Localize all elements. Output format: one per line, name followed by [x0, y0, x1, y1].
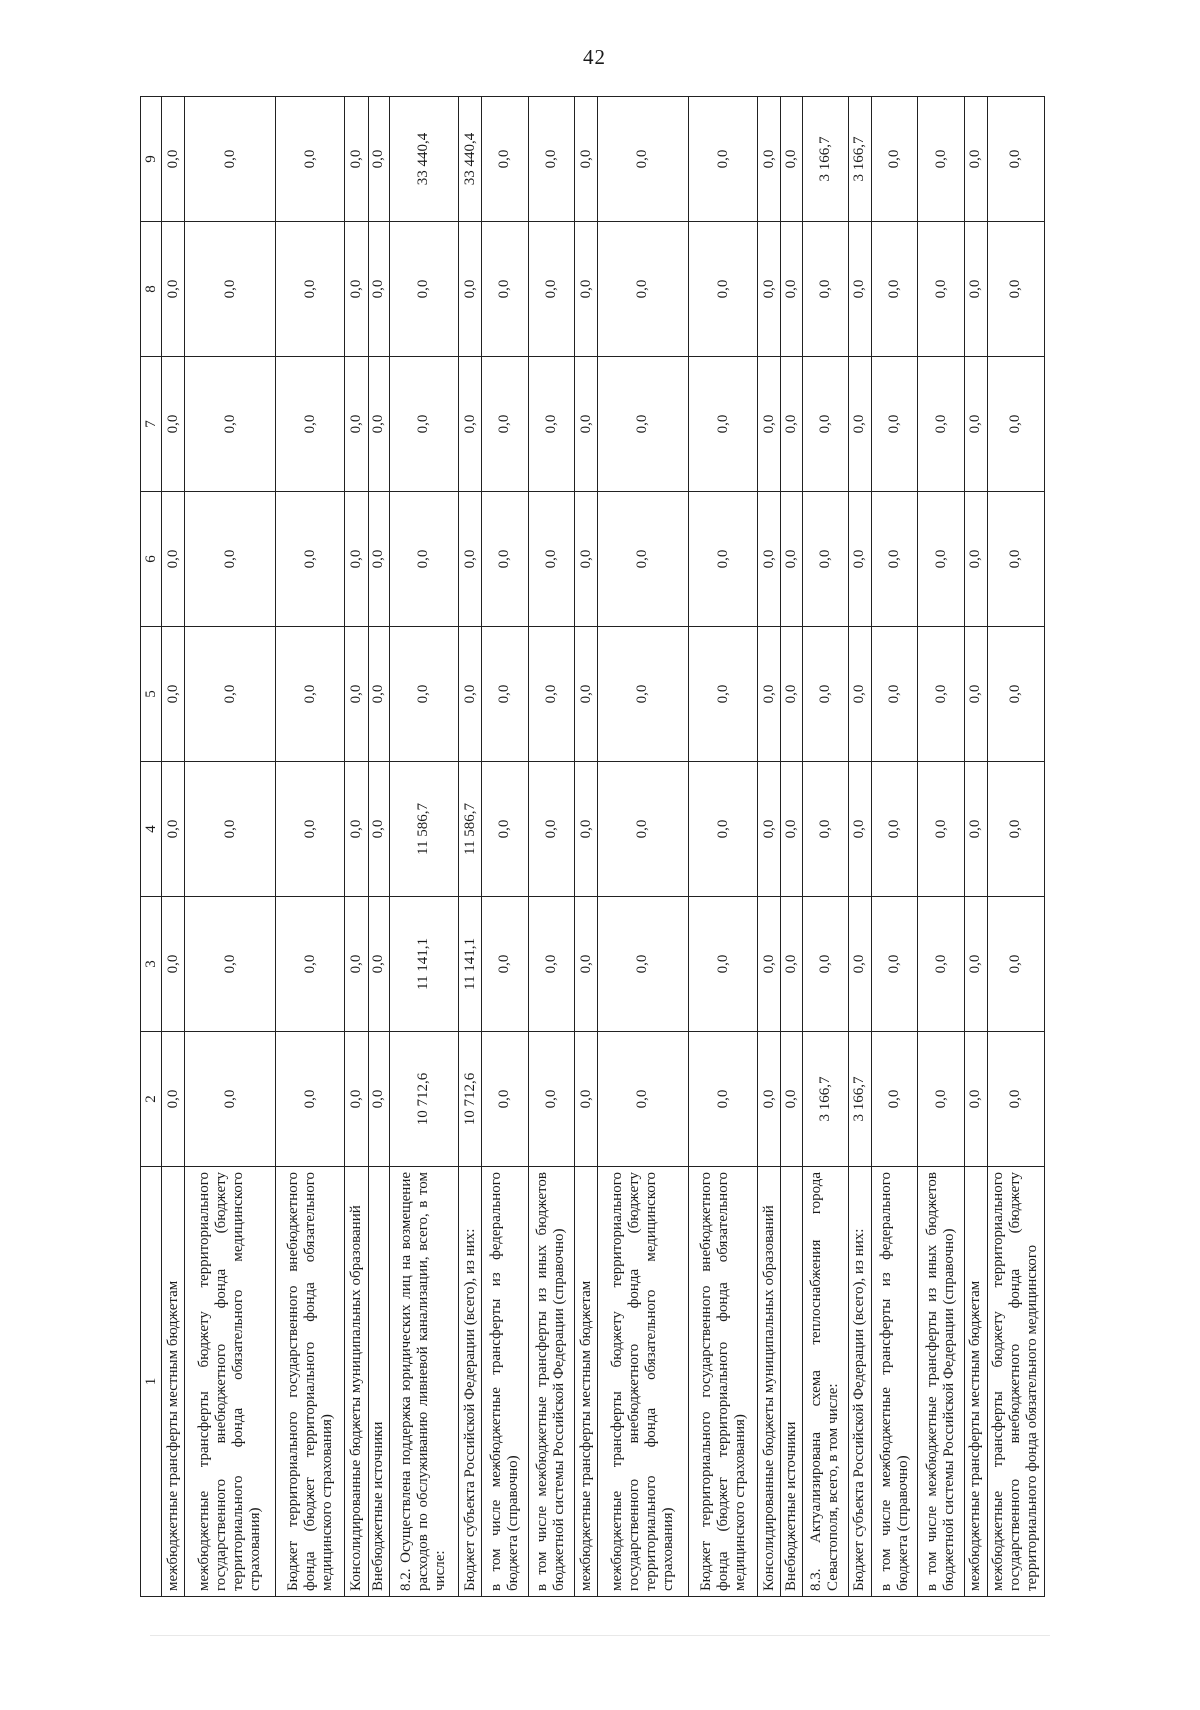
value-cell: 0,0	[688, 357, 758, 492]
value-cell: 0,0	[275, 762, 345, 897]
row-label: в том числе межбюджетные трансферты из федерального бюджета (справочно)	[482, 1167, 528, 1597]
value-cell: 0,0	[162, 1032, 185, 1167]
value-cell: 0,0	[482, 97, 528, 222]
value-cell: 0,0	[688, 897, 758, 1032]
row-label: Внебюджетные источники	[368, 1167, 389, 1597]
table-row	[781, 97, 802, 1597]
value-cell: 0,0	[459, 492, 482, 627]
value-cell: 0,0	[781, 1032, 802, 1167]
row-label: межбюджетные трансферты местным бюджетам	[964, 1167, 987, 1597]
value-cell: 0,0	[758, 627, 781, 762]
value-cell: 0,0	[575, 492, 598, 627]
value-cell: 0,0	[482, 897, 528, 1032]
value-cell: 0,0	[528, 762, 574, 897]
value-cell: 0,0	[575, 627, 598, 762]
column-number: 2	[141, 1032, 162, 1167]
value-cell: 0,0	[482, 627, 528, 762]
value-cell: 0,0	[368, 357, 389, 492]
value-cell: 0,0	[185, 492, 276, 627]
value-cell: 0,0	[688, 492, 758, 627]
value-cell: 0,0	[918, 97, 964, 222]
row-label: межбюджетные трансферты местным бюджетам	[162, 1167, 185, 1597]
value-cell: 0,0	[964, 762, 987, 897]
value-cell: 0,0	[482, 357, 528, 492]
row-label: Консолидированные бюджеты муниципальных образований	[345, 1167, 368, 1597]
value-cell: 0,0	[987, 627, 1044, 762]
value-cell: 0,0	[964, 97, 987, 222]
value-cell: 0,0	[872, 1032, 918, 1167]
value-cell: 0,0	[389, 357, 459, 492]
value-cell: 0,0	[802, 492, 848, 627]
value-cell: 0,0	[162, 357, 185, 492]
row-label: межбюджетные трансферты бюджету территориального государственного внебюджетного фонда (бюджету территориального фонда обязательного медицинского	[987, 1167, 1044, 1597]
value-cell: 0,0	[688, 97, 758, 222]
value-cell: 0,0	[848, 762, 871, 897]
value-cell: 0,0	[964, 492, 987, 627]
table-row	[528, 97, 574, 1597]
value-cell: 0,0	[918, 222, 964, 357]
value-cell: 0,0	[185, 222, 276, 357]
row-label: межбюджетные трансферты местным бюджетам	[575, 1167, 598, 1597]
value-cell: 0,0	[275, 897, 345, 1032]
value-cell: 0,0	[688, 762, 758, 897]
row-label: Бюджет территориального государственного внебюджетного фонда (бюджет территориального фонда обязательного медицинского страхования)	[688, 1167, 758, 1597]
value-cell: 0,0	[781, 97, 802, 222]
value-cell: 0,0	[389, 492, 459, 627]
value-cell: 0,0	[758, 1032, 781, 1167]
value-cell: 0,0	[918, 492, 964, 627]
value-cell: 0,0	[528, 627, 574, 762]
value-cell: 0,0	[185, 762, 276, 897]
value-cell: 0,0	[368, 897, 389, 1032]
value-cell: 0,0	[758, 762, 781, 897]
value-cell: 0,0	[575, 357, 598, 492]
table-header-row	[141, 97, 162, 1597]
table-row	[368, 97, 389, 1597]
value-cell: 0,0	[848, 492, 871, 627]
table-row	[185, 97, 276, 1597]
value-cell: 0,0	[368, 762, 389, 897]
value-cell: 0,0	[872, 492, 918, 627]
value-cell: 0,0	[185, 97, 276, 222]
column-number: 4	[141, 762, 162, 897]
value-cell: 0,0	[758, 357, 781, 492]
value-cell: 0,0	[848, 222, 871, 357]
value-cell: 0,0	[275, 357, 345, 492]
row-label: в том числе межбюджетные трансферты из иных бюджетов бюджетной системы Российской Федерации (справочно)	[918, 1167, 964, 1597]
row-label: межбюджетные трансферты бюджету территориального государственного внебюджетного фонда (бюджету территориального фонда обязательного медицинского страхования)	[598, 1167, 689, 1597]
value-cell: 0,0	[345, 897, 368, 1032]
value-cell: 0,0	[368, 492, 389, 627]
value-cell: 11 141,1	[389, 897, 459, 1032]
rotated-table-wrapper	[140, 97, 1045, 1597]
table-row	[275, 97, 345, 1597]
table-row	[872, 97, 918, 1597]
table-row	[758, 97, 781, 1597]
value-cell: 0,0	[872, 97, 918, 222]
value-cell: 0,0	[275, 97, 345, 222]
value-cell: 0,0	[275, 627, 345, 762]
row-label: 8.2. Осуществлена поддержка юридических лиц на возмещение расходов по обслуживанию ливневой канализации, всего, в том числе:	[389, 1167, 459, 1597]
value-cell: 0,0	[162, 897, 185, 1032]
value-cell: 0,0	[528, 222, 574, 357]
value-cell: 0,0	[528, 1032, 574, 1167]
table-row	[964, 97, 987, 1597]
value-cell: 0,0	[964, 357, 987, 492]
value-cell: 0,0	[598, 1032, 689, 1167]
value-cell: 0,0	[964, 627, 987, 762]
row-label: в том числе межбюджетные трансферты из иных бюджетов бюджетной системы Российской Федерации (справочно)	[528, 1167, 574, 1597]
value-cell: 0,0	[368, 97, 389, 222]
value-cell: 0,0	[528, 357, 574, 492]
value-cell: 0,0	[872, 627, 918, 762]
row-label: межбюджетные трансферты бюджету территориального государственного внебюджетного фонда (бюджету территориального фонда обязательного медицинского страхования)	[185, 1167, 276, 1597]
value-cell: 0,0	[368, 222, 389, 357]
row-label: Бюджет субъекта Российской Федерации (всего), из них:	[848, 1167, 871, 1597]
value-cell: 0,0	[482, 1032, 528, 1167]
value-cell: 0,0	[575, 897, 598, 1032]
value-cell: 0,0	[459, 627, 482, 762]
row-label: Внебюджетные источники	[781, 1167, 802, 1597]
value-cell: 0,0	[162, 492, 185, 627]
value-cell: 0,0	[872, 222, 918, 357]
value-cell: 0,0	[802, 762, 848, 897]
value-cell: 0,0	[482, 492, 528, 627]
value-cell: 0,0	[185, 1032, 276, 1167]
value-cell: 0,0	[987, 97, 1044, 222]
row-label: Бюджет территориального государственного внебюджетного фонда (бюджет территориального фонда обязательного медицинского страхования)	[275, 1167, 345, 1597]
value-cell: 0,0	[389, 222, 459, 357]
value-cell: 0,0	[528, 897, 574, 1032]
value-cell: 0,0	[575, 762, 598, 897]
value-cell: 0,0	[781, 897, 802, 1032]
table-row	[598, 97, 689, 1597]
value-cell: 11 586,7	[459, 762, 482, 897]
value-cell: 3 166,7	[802, 1032, 848, 1167]
column-number: 5	[141, 627, 162, 762]
value-cell: 0,0	[848, 897, 871, 1032]
value-cell: 0,0	[345, 97, 368, 222]
value-cell: 0,0	[758, 222, 781, 357]
value-cell: 0,0	[964, 222, 987, 357]
value-cell: 0,0	[528, 97, 574, 222]
value-cell: 0,0	[345, 1032, 368, 1167]
value-cell: 0,0	[688, 1032, 758, 1167]
value-cell: 0,0	[575, 222, 598, 357]
value-cell: 0,0	[918, 357, 964, 492]
value-cell: 0,0	[575, 1032, 598, 1167]
value-cell: 0,0	[345, 492, 368, 627]
value-cell: 0,0	[598, 492, 689, 627]
value-cell: 0,0	[848, 357, 871, 492]
table-row	[459, 97, 482, 1597]
table-row	[345, 97, 368, 1597]
value-cell: 0,0	[162, 222, 185, 357]
value-cell: 0,0	[368, 627, 389, 762]
value-cell: 0,0	[275, 222, 345, 357]
value-cell: 0,0	[598, 97, 689, 222]
value-cell: 0,0	[758, 492, 781, 627]
row-label: в том числе межбюджетные трансферты из федерального бюджета (справочно)	[872, 1167, 918, 1597]
value-cell: 0,0	[987, 492, 1044, 627]
value-cell: 0,0	[964, 897, 987, 1032]
value-cell: 0,0	[345, 357, 368, 492]
column-number: 7	[141, 357, 162, 492]
value-cell: 0,0	[598, 357, 689, 492]
table-row	[987, 97, 1044, 1597]
value-cell: 0,0	[758, 97, 781, 222]
value-cell: 0,0	[389, 627, 459, 762]
value-cell: 0,0	[918, 897, 964, 1032]
page-number: 42	[583, 45, 606, 69]
value-cell: 0,0	[688, 222, 758, 357]
value-cell: 0,0	[758, 897, 781, 1032]
value-cell: 0,0	[802, 897, 848, 1032]
value-cell: 0,0	[987, 762, 1044, 897]
value-cell: 0,0	[368, 1032, 389, 1167]
value-cell: 0,0	[482, 762, 528, 897]
scan-edge-line	[150, 1635, 1050, 1636]
table-row	[575, 97, 598, 1597]
value-cell: 0,0	[598, 222, 689, 357]
column-number: 1	[141, 1167, 162, 1597]
value-cell: 0,0	[185, 627, 276, 762]
table-row	[162, 97, 185, 1597]
value-cell: 0,0	[781, 492, 802, 627]
table-row	[389, 97, 459, 1597]
value-cell: 0,0	[987, 1032, 1044, 1167]
value-cell: 0,0	[918, 1032, 964, 1167]
value-cell: 0,0	[162, 762, 185, 897]
value-cell: 11 141,1	[459, 897, 482, 1032]
column-number: 9	[141, 97, 162, 222]
value-cell: 0,0	[575, 97, 598, 222]
value-cell: 0,0	[598, 762, 689, 897]
table-row	[802, 97, 848, 1597]
value-cell: 33 440,4	[389, 97, 459, 222]
value-cell: 0,0	[781, 762, 802, 897]
budget-table	[140, 96, 1045, 1597]
table-row	[482, 97, 528, 1597]
value-cell: 0,0	[987, 357, 1044, 492]
value-cell: 3 166,7	[848, 97, 871, 222]
value-cell: 0,0	[275, 1032, 345, 1167]
value-cell: 0,0	[275, 492, 345, 627]
value-cell: 0,0	[987, 897, 1044, 1032]
value-cell: 0,0	[598, 627, 689, 762]
value-cell: 10 712,6	[459, 1032, 482, 1167]
value-cell: 0,0	[185, 897, 276, 1032]
value-cell: 0,0	[598, 897, 689, 1032]
column-number: 3	[141, 897, 162, 1032]
column-number: 6	[141, 492, 162, 627]
value-cell: 0,0	[781, 627, 802, 762]
table-row	[918, 97, 964, 1597]
table-row	[848, 97, 871, 1597]
table-row	[688, 97, 758, 1597]
value-cell: 3 166,7	[802, 97, 848, 222]
value-cell: 0,0	[987, 222, 1044, 357]
value-cell: 11 586,7	[389, 762, 459, 897]
value-cell: 0,0	[781, 357, 802, 492]
value-cell: 10 712,6	[389, 1032, 459, 1167]
value-cell: 0,0	[345, 222, 368, 357]
value-cell: 0,0	[872, 357, 918, 492]
value-cell: 0,0	[802, 357, 848, 492]
value-cell: 3 166,7	[848, 1032, 871, 1167]
value-cell: 0,0	[688, 627, 758, 762]
value-cell: 0,0	[802, 222, 848, 357]
value-cell: 0,0	[345, 627, 368, 762]
value-cell: 0,0	[162, 97, 185, 222]
value-cell: 0,0	[964, 1032, 987, 1167]
value-cell: 0,0	[872, 762, 918, 897]
value-cell: 33 440,4	[459, 97, 482, 222]
value-cell: 0,0	[781, 222, 802, 357]
value-cell: 0,0	[528, 492, 574, 627]
value-cell: 0,0	[162, 627, 185, 762]
value-cell: 0,0	[802, 627, 848, 762]
row-label: Бюджет субъекта Российской Федерации (всего), из них:	[459, 1167, 482, 1597]
value-cell: 0,0	[482, 222, 528, 357]
row-label: 8.3. Актуализирована схема теплоснабжения города Севастополя, всего, в том числе:	[802, 1167, 848, 1597]
value-cell: 0,0	[918, 762, 964, 897]
column-number: 8	[141, 222, 162, 357]
value-cell: 0,0	[459, 222, 482, 357]
row-label: Консолидированные бюджеты муниципальных образований	[758, 1167, 781, 1597]
value-cell: 0,0	[459, 357, 482, 492]
value-cell: 0,0	[918, 627, 964, 762]
value-cell: 0,0	[185, 357, 276, 492]
value-cell: 0,0	[345, 762, 368, 897]
value-cell: 0,0	[872, 897, 918, 1032]
value-cell: 0,0	[848, 627, 871, 762]
